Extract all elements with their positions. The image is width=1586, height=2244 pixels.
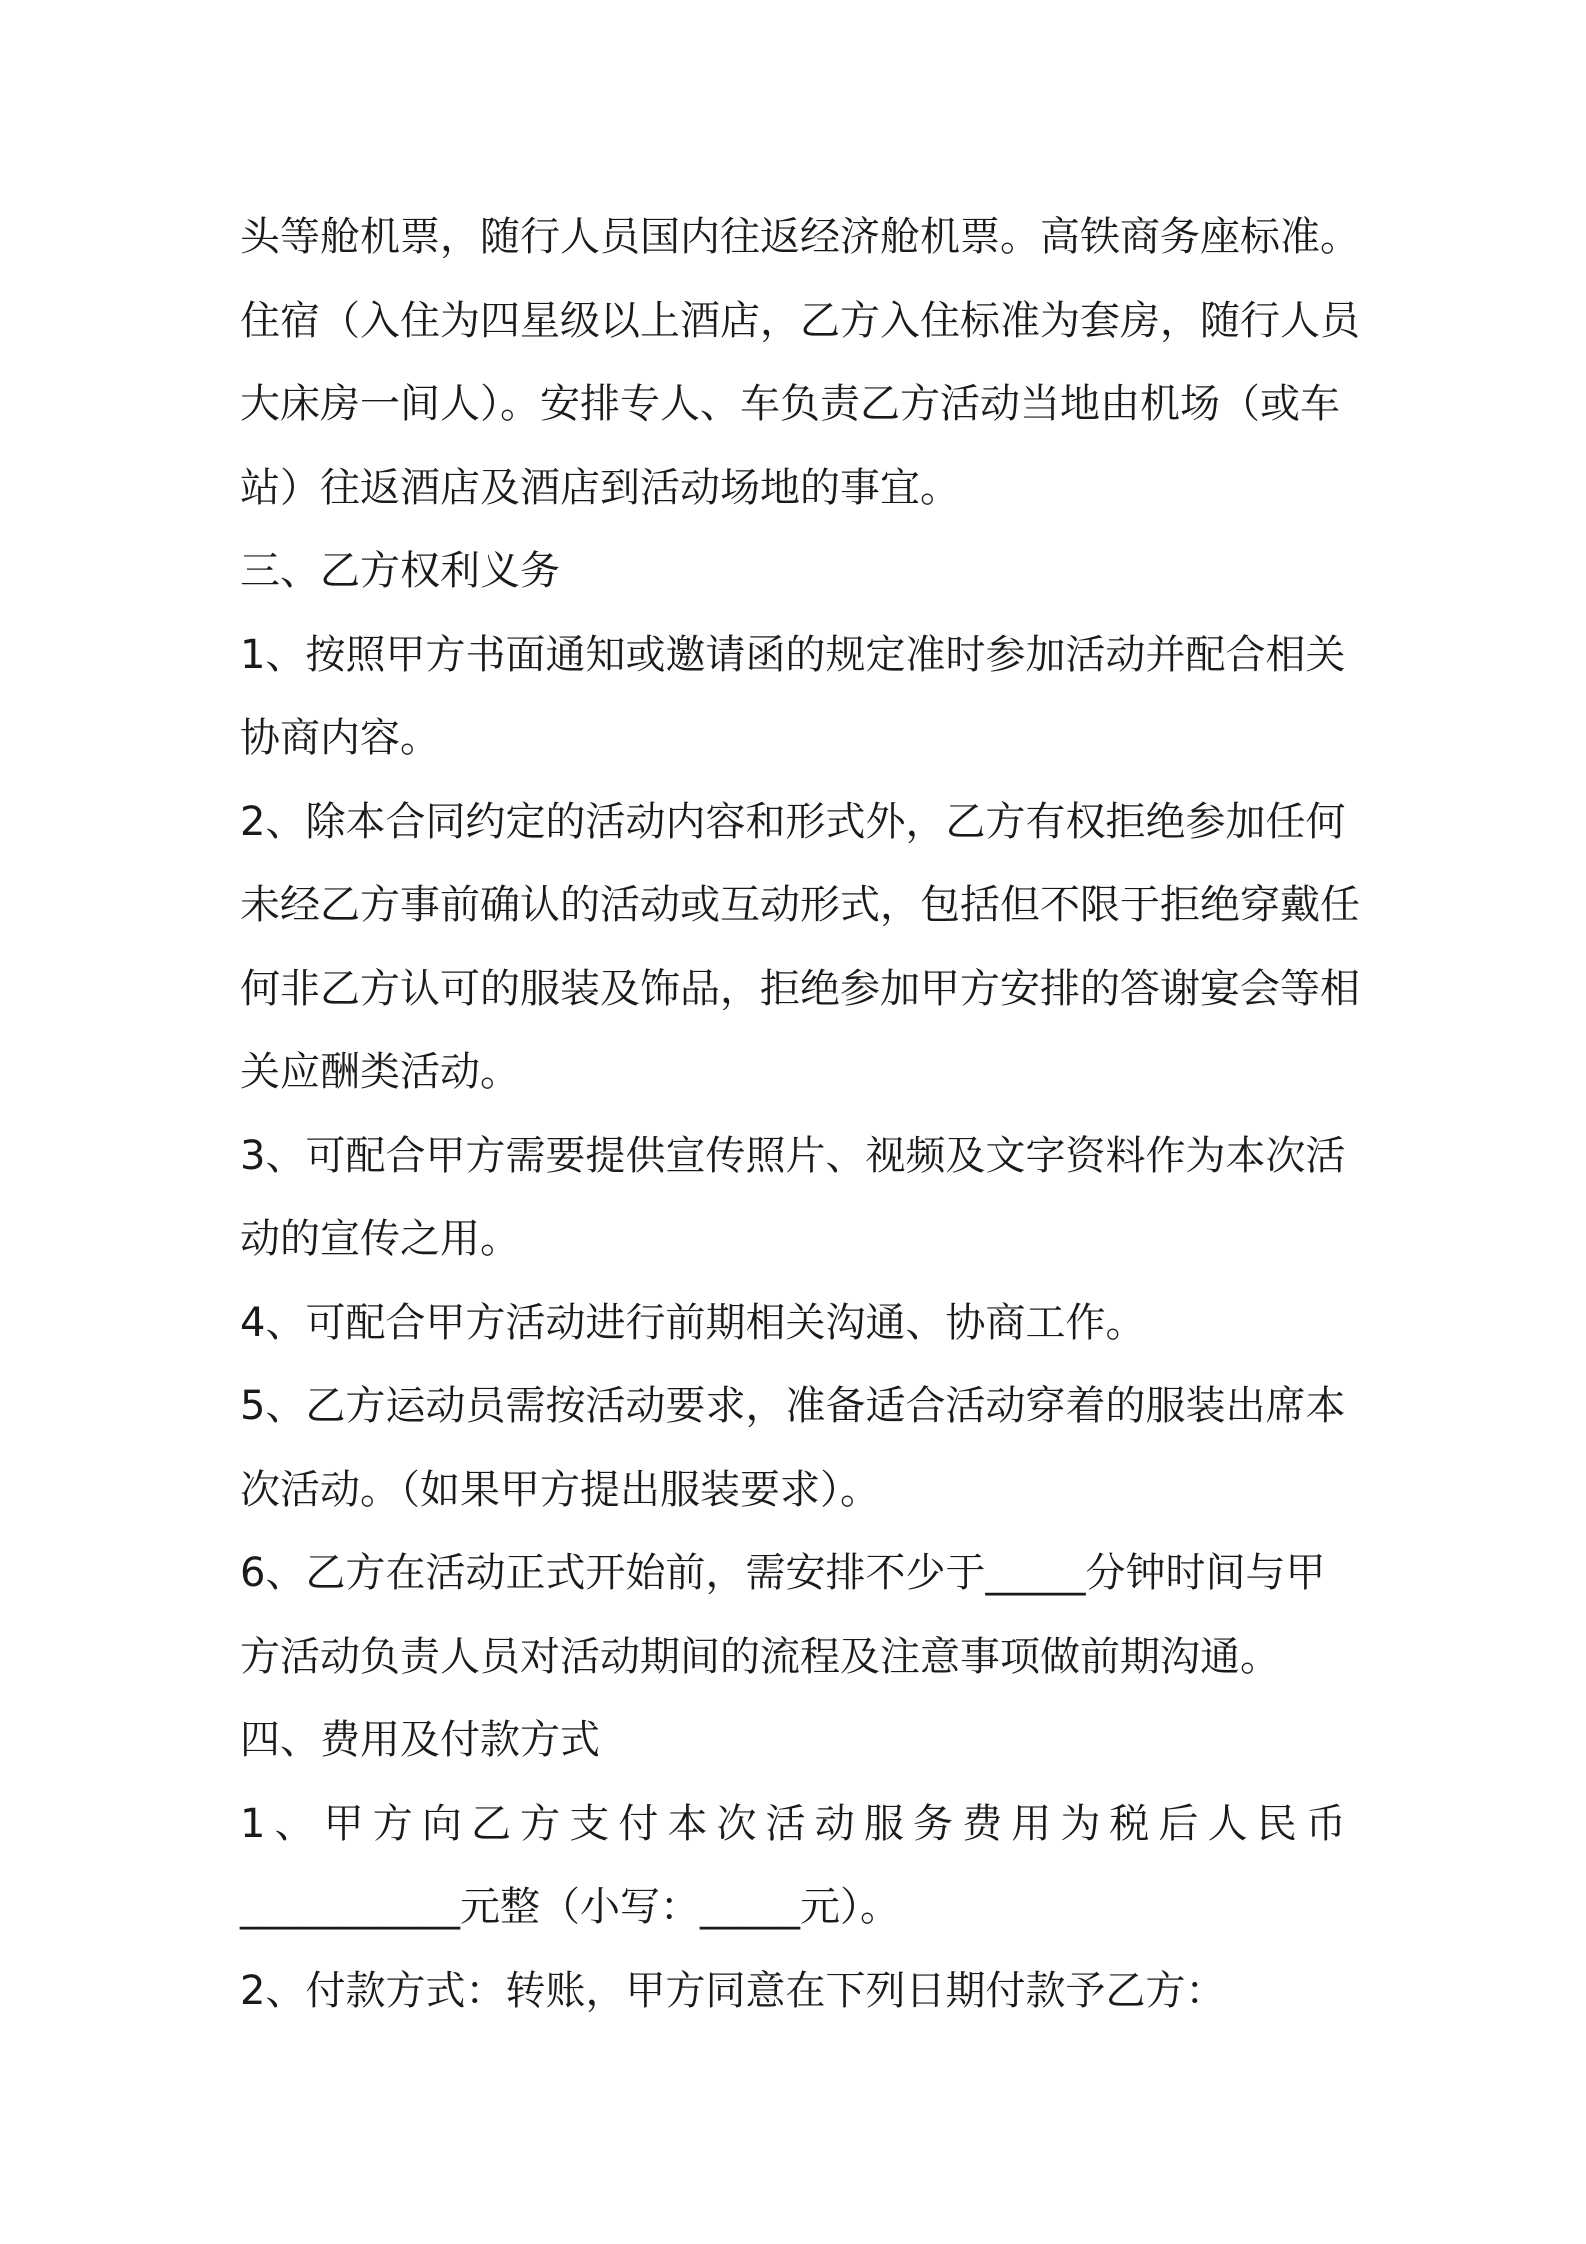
text-line: 动的宣传之用。 [240,1216,520,1262]
text-line: 站）往返酒店及酒店到活动场地的事宜。 [240,464,960,511]
text-line: 住宿（入住为四星级以上酒店，乙方入住标准为套房，随行人员 [240,297,1360,344]
text-line: 未经乙方事前确认的活动或互动形式，包括但不限于拒绝穿戴任 [240,882,1360,928]
text-line: 大床房一间人）。安排专人、车负责乙方活动当地由机场（或车 [240,381,1340,427]
section-heading: 四、费用及付款方式 [240,1717,600,1763]
text-line: 1、按照甲方书面通知或邀请函的规定准时参加活动并配合相关 [240,631,1346,678]
text-line: 关应酬类活动。 [240,1049,520,1095]
justified-line: 1 、 甲 方 向 乙 方 支 付 本 次 活 动 服 务 费 用 为 税 后 人 民 币 [240,1800,1346,1847]
text-line: 5、乙方运动员需按活动要求，准备适合活动穿着的服装出席本 [240,1383,1346,1429]
document-body [240,196,1360,2033]
text-line: 2、付款方式：转账，甲方同意在下列日期付款予乙方： [240,1967,1226,2014]
text-line: 头等舱机票，随行人员国内往返经济舱机票。高铁商务座标准。 [240,214,1360,260]
text-line: 4、可配合甲方活动进行前期相关沟通、协商工作。 [240,1299,1146,1346]
text-line: 3、可配合甲方需要提供宣传照片、视频及文字资料作为本次活 [240,1132,1346,1179]
text-line: ___________元整（小写：_____元）。 [240,1884,900,1930]
section-heading: 三、乙方权利义务 [240,548,560,594]
text-line: 协商内容。 [240,715,440,761]
text-line: 方活动负责人员对活动期间的流程及注意事项做前期沟通。 [240,1633,1280,1680]
text-line: 6、乙方在活动正式开始前，需安排不少于_____分钟时间与甲 [240,1550,1326,1596]
text-line: 2、除本合同约定的活动内容和形式外，乙方有权拒绝参加任何 [240,798,1346,845]
text-line: 何非乙方认可的服装及饰品，拒绝参加甲方安排的答谢宴会等相 [240,965,1360,1012]
text-line: 次活动。（如果甲方提出服装要求）。 [240,1466,880,1513]
